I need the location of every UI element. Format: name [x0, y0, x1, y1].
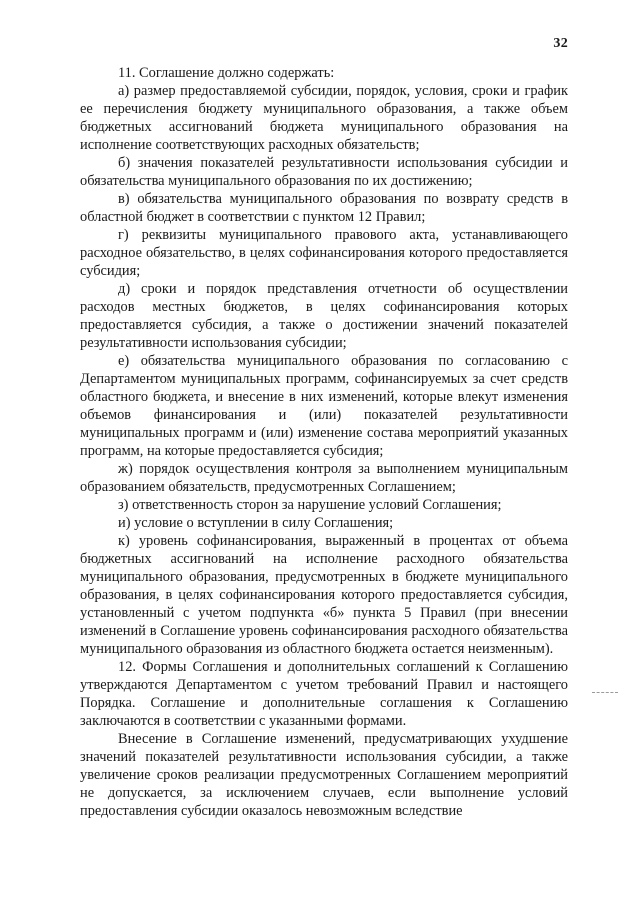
paragraph-item-g: г) реквизиты муниципального правового акта, устанавливающего расходное обязательство, в целях софинансирования которого предоставляется субсидия;: [80, 227, 568, 279]
paragraph-item-a: а) размер предоставляемой субсидии, порядок, условия, сроки и график ее перечисления бюджету муниципального образования, а также объем бюджетных ассигнований бюджета муниципального образования на исполнение соответствующих расходных обязательств;: [80, 83, 568, 153]
paragraph-amendments: Внесение в Соглашение изменений, предусматривающих ухудшение значений показателей результативности использования субсидии, а также увеличение сроков реализации предусмотренных Соглашением мероприятий не допускается, за исключением случаев, если выполнение условий предоставления субсидии оказалось невозможным вследствие: [80, 731, 568, 819]
paragraph-item-e: е) обязательства муниципального образования по согласованию с Департаментом муниципальных программ, софинансируемых за счет средств областного бюджета, и внесение в них изменений, которые влекут изменения объемов финансирования и (или) показателей результативности муниципальных программ и (или) изменение состава мероприятий указанных программ, на которые предоставляется субсидия;: [80, 353, 568, 459]
paragraph-item-b: б) значения показателей результативности использования субсидии и обязательства муниципального образования по их достижению;: [80, 155, 568, 189]
document-body: [80, 64, 568, 820]
paragraph-11-heading: 11. Соглашение должно содержать:: [118, 65, 335, 81]
paragraph-12: 12. Формы Соглашения и дополнительных соглашений к Соглашению утверждаются Департаментом с учетом требований Правил и настоящего Порядка. Соглашение и дополнительные соглашения к Соглашению заключаются в соответствии с указанными формами.: [80, 659, 568, 729]
paragraph-item-z: з) ответственность сторон за нарушение условий Соглашения;: [118, 497, 502, 513]
paragraph-item-zh: ж) порядок осуществления контроля за выполнением муниципальным образованием обязательств, предусмотренных Соглашением;: [80, 461, 568, 495]
page-number: 32: [553, 36, 568, 51]
paragraph-item-d: д) сроки и порядок представления отчетности об осуществлении расходов местных бюджетов, в целях софинансирования которых предоставляется субсидия, а также о достижении значений показателей результативности использования субсидии;: [80, 281, 568, 351]
margin-scan-mark: [592, 692, 618, 694]
paragraph-item-v: в) обязательства муниципального образования по возврату средств в областной бюджет в соответствии с пунктом 12 Правил;: [80, 191, 568, 225]
paragraph-item-i: и) условие о вступлении в силу Соглашения;: [118, 515, 394, 531]
paragraph-item-k: к) уровень софинансирования, выраженный в процентах от объема бюджетных ассигнований на исполнение расходного обязательства муниципального образования, предусмотренных в бюджете муниципального образования, в целях софинансирования которого предоставляется субсидия, установленный с учетом подпункта «б» пункта 5 Правил (при внесении изменений в Соглашение уровень софинансирования расходного обязательства муниципального образования из областного бюджета остается неизменным).: [80, 533, 568, 657]
